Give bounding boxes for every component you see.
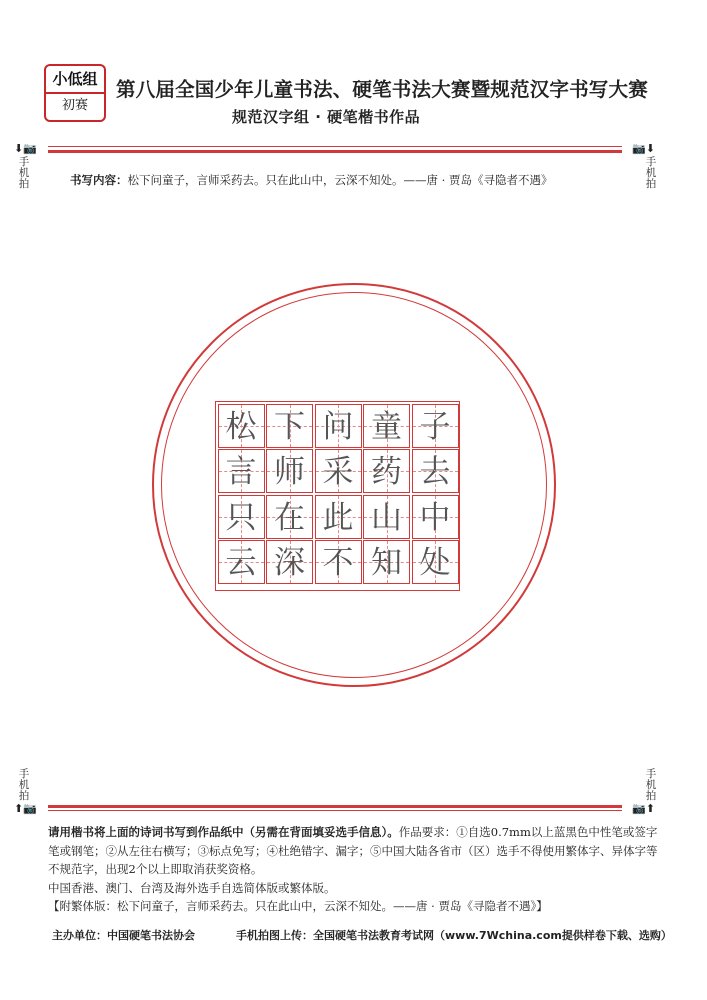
bottom-rule-thick <box>48 805 622 808</box>
phone-char: 拍 <box>18 178 30 190</box>
grid-cell <box>266 495 313 539</box>
grid-cell <box>218 404 265 448</box>
grid-character: 采 <box>322 454 354 490</box>
grid-cell <box>218 449 265 493</box>
organizer: 主办单位：中国硬笔书法协会 <box>52 929 195 942</box>
grid-cell <box>412 449 459 493</box>
writing-content-label: 书写内容： <box>70 173 128 187</box>
bottom-left-phone-shoot <box>17 769 31 802</box>
grid-character: 下 <box>274 408 305 445</box>
instructions <box>48 823 660 916</box>
grid-cell <box>363 449 410 493</box>
grid-cell <box>315 449 362 493</box>
grid-character: 知 <box>371 545 402 581</box>
phone-char: 手 <box>18 156 30 168</box>
badge-group-label: 小低组 <box>46 66 104 94</box>
grid-character: 中 <box>419 499 451 536</box>
writing-content <box>70 172 552 188</box>
writing-content-text: 松下问童子，言师采药去。只在此山中，云深不知处。——唐 · 贾岛《寻隐者不遇》 <box>127 173 553 187</box>
phone-char: 机 <box>645 779 657 791</box>
phone-char: 机 <box>18 167 30 179</box>
grid-cell <box>363 540 410 584</box>
grid-character: 只 <box>225 499 257 536</box>
bottom-right-phone-shoot <box>644 769 658 802</box>
top-rule-thin <box>48 146 622 147</box>
grid-character: 此 <box>322 499 354 536</box>
top-rule-thick <box>48 150 622 153</box>
top-right-camera-icon: 📷⬇ <box>632 142 655 155</box>
grid-cell <box>412 404 459 448</box>
writing-grid <box>215 401 460 591</box>
grid-character: 处 <box>419 545 451 581</box>
grid-character: 问 <box>322 408 354 445</box>
grid-cell <box>315 404 362 448</box>
grid-cell <box>315 540 362 584</box>
grid-cell <box>363 495 410 539</box>
page-title: 第八届全国少年儿童书法、硬笔书法大赛暨规范汉字书写大赛 <box>116 78 648 101</box>
bottom-rule-thin <box>48 810 622 811</box>
grid-character: 去 <box>419 454 451 490</box>
phone-char: 手 <box>18 768 30 780</box>
grid-cell <box>412 495 459 539</box>
upload-info: 手机拍图上传：全国硬笔书法教育考试网（www.7Wchina.com提供样卷下载、选购） <box>236 929 672 942</box>
grid-cell <box>218 495 265 539</box>
instructions-hk: 中国香港、澳门、台湾及海外选手自选简体版或繁体版。 <box>48 880 336 895</box>
grid-character: 不 <box>322 545 354 581</box>
grid-character: 药 <box>371 454 402 490</box>
grid-cell <box>218 540 265 584</box>
phone-char: 拍 <box>645 178 657 190</box>
phone-char: 拍 <box>18 790 30 802</box>
group-badge <box>44 64 106 122</box>
grid-character: 言 <box>225 454 257 490</box>
grid-cell <box>363 404 410 448</box>
grid-character: 云 <box>225 545 257 581</box>
top-left-camera-icon: ⬇📷 <box>14 142 37 155</box>
instructions-requirements: 作品要求：①自选0.7mm以上蓝黑色中性笔或签字笔或钢笔；②从左往右横写；③标点免写；④杜绝错字、漏字；⑤中国大陆各省市（区）选手不得使用繁体字、异体字等不规范字，出现2个以上即取消获奖资格。 <box>48 825 658 876</box>
grid-character: 子 <box>419 408 451 445</box>
grid-character: 童 <box>371 408 402 445</box>
grid-cell <box>266 540 313 584</box>
grid-character: 山 <box>371 499 402 536</box>
bottom-right-camera-icon: 📷⬆ <box>632 802 655 815</box>
phone-char: 拍 <box>645 790 657 802</box>
phone-char: 手 <box>645 156 657 168</box>
top-left-phone-shoot <box>17 157 31 190</box>
page-subtitle: 规范汉字组 · 硬笔楷书作品 <box>232 108 421 126</box>
grid-cell <box>266 449 313 493</box>
phone-char: 手 <box>645 768 657 780</box>
grid-cell <box>266 404 313 448</box>
top-right-phone-shoot <box>644 157 658 190</box>
grid-character: 松 <box>225 408 257 445</box>
bottom-left-camera-icon: ⬆📷 <box>14 802 37 815</box>
grid-cell <box>315 495 362 539</box>
grid-character: 深 <box>274 545 305 581</box>
grid-character: 在 <box>274 499 305 536</box>
grid-character: 师 <box>274 454 305 490</box>
phone-char: 机 <box>645 167 657 179</box>
instructions-traditional: 【附繁体版：松下问童子，言师采药去。只在此山中，云深不知处。——唐 · 贾岛《寻隐者不遇》】 <box>48 899 548 913</box>
badge-stage-label: 初赛 <box>61 98 88 113</box>
instructions-lead: 请用楷书将上面的诗词书写到作品纸中（另需在背面填妥选手信息）。 <box>48 825 399 839</box>
grid-cell <box>412 540 459 584</box>
phone-char: 机 <box>18 779 30 791</box>
